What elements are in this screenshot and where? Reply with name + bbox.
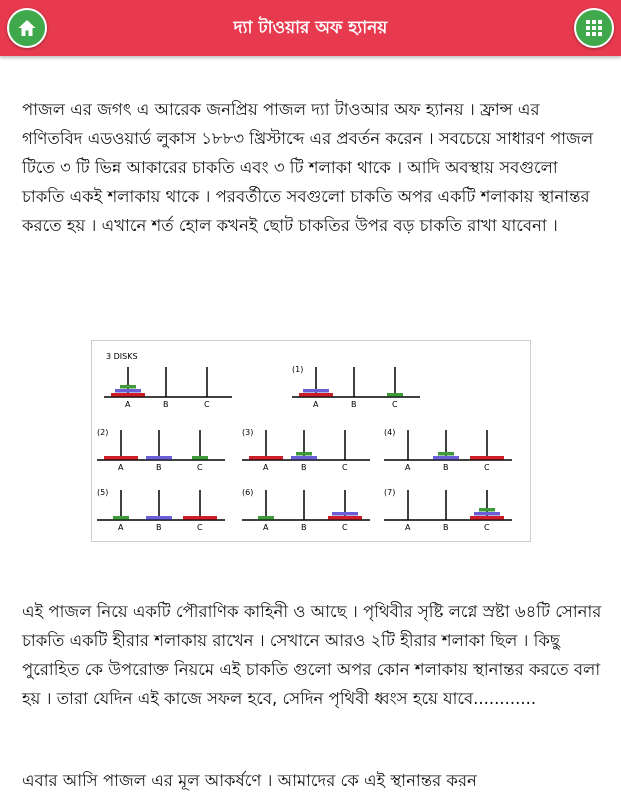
disk-large xyxy=(249,456,283,460)
grid-menu-icon xyxy=(584,18,604,38)
peg-label: A xyxy=(118,523,124,532)
step-label: (4) xyxy=(384,428,396,437)
step-label: (3) xyxy=(242,428,254,437)
peg-label: B xyxy=(156,523,162,532)
peg-label: B xyxy=(156,463,162,472)
diagram-header: 3 DISKS xyxy=(106,352,138,361)
disk-large xyxy=(470,516,504,520)
peg-label: A xyxy=(118,463,124,472)
peg-label: C xyxy=(392,400,398,409)
legend-paragraph: এই পাজল নিয়ে একটি পৌরাণিক কাহিনী ও আছে । পৃথিবীর সৃষ্টি লগ্নে স্রষ্টা ৬৪টি সোনার চাকতি একটি হীরার শলাকায় রাখেন । সেখানে আরও ২টি হীরার শলাকা ছিল । কিছু পুরোহিত কে উপরোক্ত নিয়মে এই চাকতি গুলো অপর কোন শলাকায় স্থানান্তর করতে বলা হয় । তারা যেদিন এই কাজে সফল হবে, সেদিন পৃথিবী ধ্বংস হয়ে যাবে............ xyxy=(22,602,602,708)
peg-label: A xyxy=(125,400,131,409)
disk-small xyxy=(113,516,129,520)
peg-label: C xyxy=(484,523,490,532)
disk-medium xyxy=(474,512,500,516)
page-title: দ্যা টাওয়ার অফ হ্যানয় xyxy=(233,18,388,38)
disk-medium xyxy=(115,389,141,393)
peg-label: A xyxy=(405,523,411,532)
intro-paragraph: পাজল এর জগৎ এ আরেক জনপ্রিয় পাজল দ্যা টাওআর অফ হ্যানয় । ফ্রান্স এর গণিতবিদ এডওয়ার্ড লুকাস ১৮৮৩ খ্রিস্টাব্দে এর প্রবর্তন করেন । সবচেয়ে সাধারণ পাজল টিতে ৩ টি ভিন্ন আকারের চাকতি এবং ৩ টি শলাকা থাকে । আদি অবস্থায় সবগুলো চাকতি একই শলাকায় থাকে । পরবর্তীতে সবগুলো চাকতি অপর একটি শলাকায় স্থানান্তর করতে হয় । এখানে শর্ত হোল কখনই ছোট চাকতির উপর বড় চাকতি রাখা যাবেনা । xyxy=(22,100,594,235)
disk-small xyxy=(296,452,312,456)
step-label: (6) xyxy=(242,488,254,497)
peg-label: B xyxy=(163,400,169,409)
peg-label: C xyxy=(342,523,348,532)
disk-large xyxy=(104,456,138,460)
peg-label: B xyxy=(443,523,449,532)
disk-large xyxy=(183,516,217,520)
disk-small xyxy=(192,456,208,460)
disk-large xyxy=(111,393,145,397)
peg-label: B xyxy=(443,463,449,472)
disk-small xyxy=(120,385,136,389)
peg-label: B xyxy=(351,400,357,409)
grid-menu-button[interactable] xyxy=(574,8,614,48)
peg-label: A xyxy=(313,400,319,409)
peg-label: B xyxy=(301,463,307,472)
disk-medium xyxy=(433,456,459,460)
peg-label: C xyxy=(197,463,203,472)
peg-label: A xyxy=(263,463,269,472)
disk-small xyxy=(438,452,454,456)
peg-label: C xyxy=(204,400,210,409)
disk-small xyxy=(387,393,403,397)
app-bar xyxy=(0,0,621,56)
peg-label: A xyxy=(405,463,411,472)
step-label: (7) xyxy=(384,488,396,497)
next-paragraph: এবার আসি পাজল এর মূল আকর্ষণে । আমাদের কে এই স্থানান্তর করন xyxy=(22,771,477,790)
disk-large xyxy=(470,456,504,460)
disk-large xyxy=(299,393,333,397)
disk-medium xyxy=(146,516,172,520)
peg-label: B xyxy=(301,523,307,532)
tower-of-hanoi-diagram xyxy=(91,340,531,542)
step-label: (2) xyxy=(97,428,109,437)
peg-label: C xyxy=(484,463,490,472)
disk-small xyxy=(258,516,274,520)
disk-large xyxy=(328,516,362,520)
step-label: (1) xyxy=(292,365,304,374)
disk-small xyxy=(479,508,495,512)
disk-medium xyxy=(332,512,358,516)
disk-medium xyxy=(303,389,329,393)
step-label: (5) xyxy=(97,488,109,497)
peg-label: A xyxy=(263,523,269,532)
disk-medium xyxy=(146,456,172,460)
disk-medium xyxy=(291,456,317,460)
peg-label: C xyxy=(342,463,348,472)
peg-label: C xyxy=(197,523,203,532)
